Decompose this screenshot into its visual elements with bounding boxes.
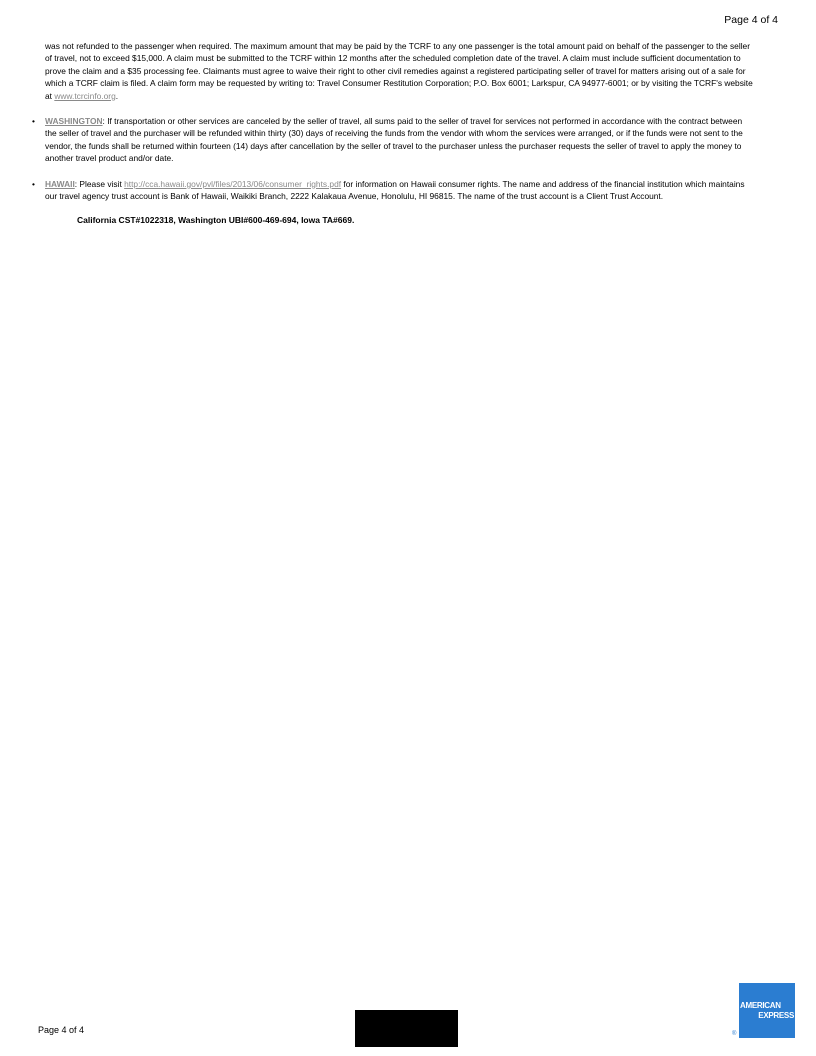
american-express-logo [739,983,795,1038]
page-number-footer: Page 4 of 4 [38,1025,85,1035]
tcrf-website-link[interactable]: www.tcrcinfo.org [54,90,116,101]
redaction-box [355,1010,458,1047]
logo-line-american: AMERICAN [740,1001,781,1010]
document-body [32,40,756,227]
bullet-icon: • [32,178,35,189]
tcrf-claim-end: . [115,90,119,101]
tcrf-claim-paragraph [45,40,756,102]
registered-trademark-icon: ® [732,1031,737,1037]
license-numbers: California CST#1022318, Washington UBI#600-469-694, Iowa TA#669. [77,215,355,226]
hawaii-list-item [32,178,756,203]
hawaii-text: for information on Hawaii consumer rights. The name and address of the financial institution which maintains our travel agency trust account is Bank of Hawaii, Waikiki Branch, 2222 Kalakaua Avenue, Honolulu, HI 96815. The name of the trust account is a Client Trust Account. [45,178,745,202]
hawaii-pre-text: : Please visit [74,178,125,189]
logo-line-express: EXPRESS [758,1011,794,1020]
washington-list-item [32,115,756,165]
washington-text: : If transportation or other services are canceled by the seller of travel, all sums paid to the seller of travel for services not performed in accordance with the contract between the seller of travel and the purchaser will be refunded within thirty (30) days of receiving the funds from the vendor with whom the services were arranged, or if the funds were not sent to the vendor, the funds shall be returned within fourteen (14) days after cancellation by the seller of travel to the purchaser unless the purchaser requests the seller of travel to apply the money to another travel product and/or date. [45,116,743,164]
hawaii-link[interactable]: HAWAII [45,178,75,189]
bullet-icon: • [32,116,35,127]
tcrf-claim-text: was not refunded to the passenger when required. The maximum amount that may be paid by the TCRF to any one passenger is the total amount paid on behalf of the passenger to the seller of travel, not to exceed $15,000. A claim must be submitted to the TCRF within 12 months after the scheduled completion date of the travel. A claim must include sufficient documentation to prove the claim and a $35 processing fee. Claimants must agree to waive their right to other civil remedies against a registered participating seller of travel for matters arising out of a sale for which a TCRF claim is filed. A claim form may be requested by writing to: Travel Consumer Restitution Corporation; P.O. Box 6001; Larkspur, CA 94977-6001; or by visiting the TCRF's website at [45,41,753,101]
page-number-header: Page 4 of 4 [724,14,778,26]
washington-link[interactable]: WASHINGTON [45,116,103,127]
hawaii-consumer-rights-link[interactable]: http://cca.hawaii.gov/pvl/files/2013/06/consumer_rights.pdf [124,178,342,189]
